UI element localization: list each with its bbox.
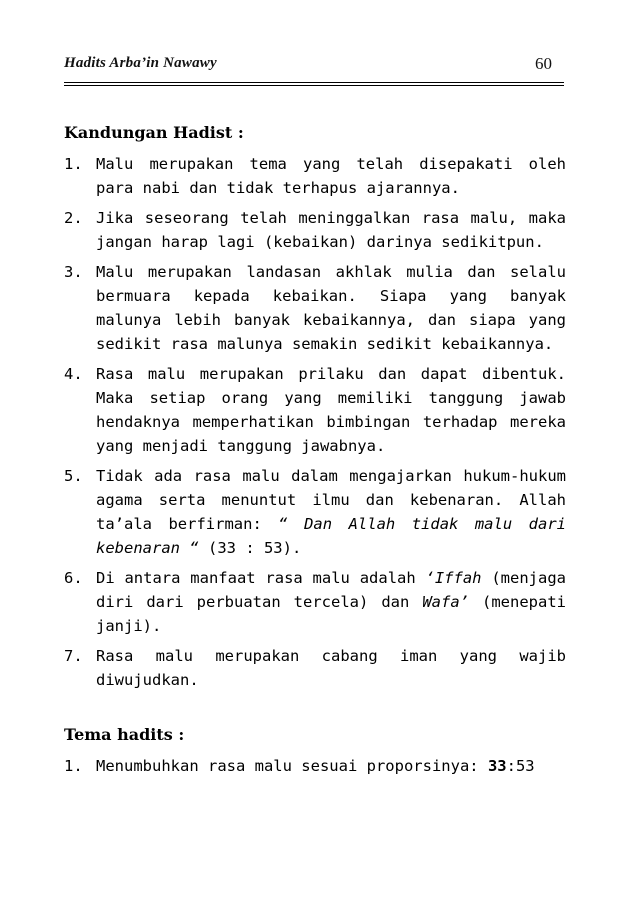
list-item: [64, 464, 566, 560]
item-text: Di antara manfaat rasa malu adalah: [96, 569, 426, 587]
term-iffah: ‘Iffah: [425, 569, 482, 587]
item-text: Menumbuhkan rasa malu sesuai proporsinya:: [96, 757, 488, 775]
verse-number: :53: [506, 757, 535, 775]
item-text: Malu merupakan tema yang telah disepakati oleh para nabi dan tidak terhapus ajarannya.: [96, 155, 566, 197]
item-text: Jika seseorang telah meninggalkan rasa malu, maka jangan harap lagi (kebaikan) darinya sedikitpun.: [96, 209, 566, 251]
list-item: [64, 566, 566, 638]
item-number: 2.: [64, 209, 83, 227]
section-heading-tema: Tema hadits :: [64, 725, 185, 744]
item-number: 7.: [64, 647, 83, 665]
item-text-cont: (menjaga diri dari perbuatan tercela) dan: [96, 569, 566, 611]
item-text: Malu merupakan landasan akhlak mulia dan selalu bermuara kepada kebaikan. Siapa yang banyak malunya lebih banyak kebaikannya, dan siapa yang sedikit rasa malunya semakin sedikit kebaikannya.: [96, 263, 566, 353]
page-content: [64, 120, 566, 784]
list-item: [64, 362, 566, 458]
item-text-end: (menepati janji).: [96, 593, 566, 635]
list-item: [64, 644, 566, 692]
book-title: Hadits Arba’in Nawawy: [64, 55, 217, 71]
page-header: [64, 48, 564, 83]
tema-list: [64, 754, 566, 778]
list-item: [64, 260, 566, 356]
list-item: [64, 754, 566, 778]
item-text: Rasa malu merupakan cabang iman yang wajib diwujudkan.: [96, 647, 566, 689]
item-number: 4.: [64, 365, 83, 383]
page-number: 60: [535, 54, 552, 73]
surah-number: 33: [487, 757, 507, 775]
list-item: [64, 152, 566, 200]
item-number: 5.: [64, 467, 83, 485]
quran-quote: “ Dan Allah tidak malu dari kebenaran “: [96, 515, 566, 557]
item-text: Rasa malu merupakan prilaku dan dapat dibentuk. Maka setiap orang yang memiliki tanggung jawab hendaknya memperhatikan bimbingan terhadap mereka yang menjadi tanggung jawabnya.: [96, 365, 566, 455]
verse-reference: (33 : 53).: [198, 539, 302, 557]
term-wafa: Wafa’: [422, 593, 469, 611]
item-number: 1.: [64, 757, 83, 775]
kandungan-list: [64, 152, 566, 692]
item-number: 3.: [64, 263, 83, 281]
item-number: 6.: [64, 569, 83, 587]
item-number: 1.: [64, 155, 83, 173]
item-text: Tidak ada rasa malu dalam mengajarkan hukum-hukum agama serta menuntut ilmu dan kebenaran. Allah ta’ala berfirman:: [96, 467, 566, 533]
list-item: [64, 206, 566, 254]
section-heading-kandungan: Kandungan Hadist :: [64, 123, 244, 142]
